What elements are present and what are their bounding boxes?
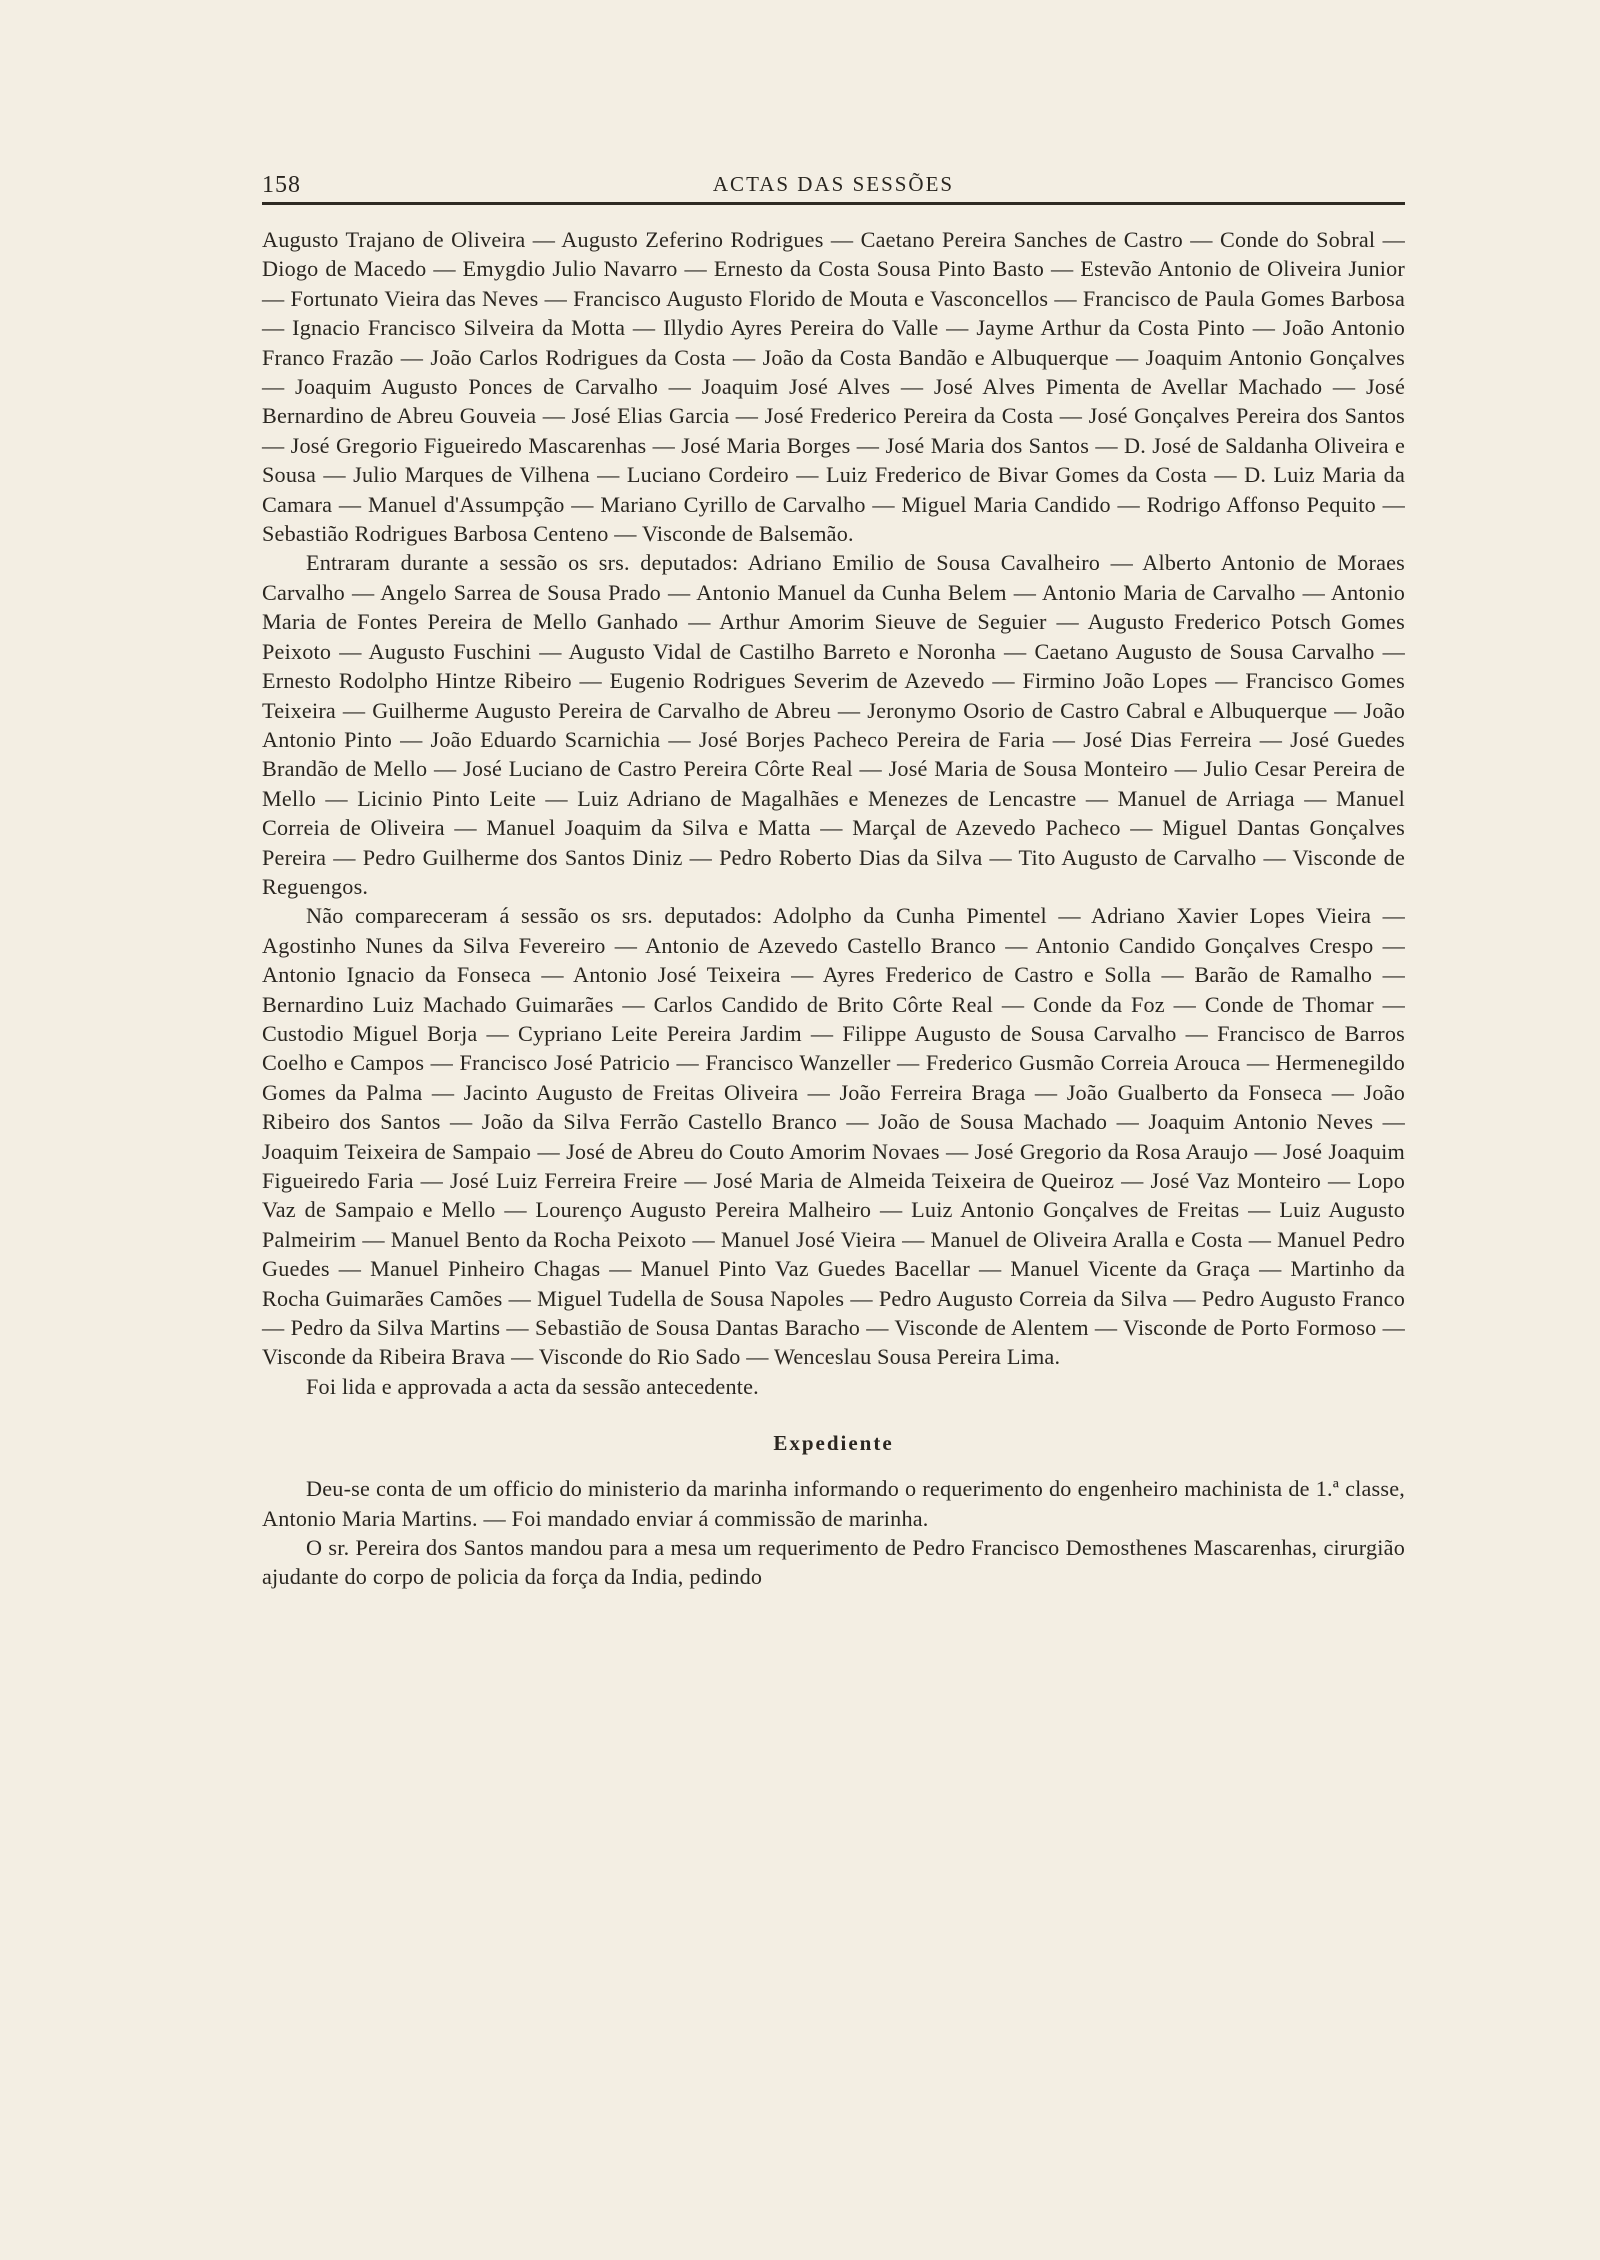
- paragraph-absent-deputies: Não compareceram á sessão os srs. deputados: Adolpho da Cunha Pimentel — Adriano Xavier Lopes Vieira — Agostinho Nunes da Silva Fevereiro — Antonio de Azevedo Castello Branco — Antonio Candido Gonçalves Crespo — Antonio Ignacio da Fonseca — Antonio José Teixeira — Ayres Frederico de Castro e Solla — Barão de Ramalho — Bernardino Luiz Machado Guimarães — Carlos Candido de Brito Côrte Real — Conde da Foz — Conde de Thomar — Custodio Miguel Borja — Cypriano Leite Pereira Jardim — Filippe Augusto de Sousa Carvalho — Francisco de Barros Coelho e Campos — Francisco José Patricio — Francisco Wanzeller — Frederico Gusmão Correia Arouca — Hermenegildo Gomes da Palma — Jacinto Augusto de Freitas Oliveira — João Ferreira Braga — João Gualberto da Fonseca — João Ribeiro dos Santos — João da Silva Ferrão Castello Branco — João de Sousa Machado — Joaquim Antonio Neves — Joaquim Teixeira de Sampaio — José de Abreu do Couto Amorim Novaes — José Gregorio da Rosa Araujo — José Joaquim Figueiredo Faria — José Luiz Ferreira Freire — José Maria de Almeida Teixeira de Queiroz — José Vaz Monteiro — Lopo Vaz de Sampaio e Mello — Lourenço Augusto Pereira Malheiro — Luiz Antonio Gonçalves de Freitas — Luiz Augusto Palmeirim — Manuel Bento da Rocha Peixoto — Manuel José Vieira — Manuel de Oliveira Aralla e Costa — Manuel Pedro Guedes — Manuel Pinheiro Chagas — Manuel Pinto Vaz Guedes Bacellar — Manuel Vicente da Graça — Martinho da Rocha Guimarães Camões — Miguel Tudella de Sousa Napoles — Pedro Augusto Correia da Silva — Pedro Augusto Franco — Pedro da Silva Martins — Sebastião de Sousa Dantas Baracho — Visconde de Alentem — Visconde de Porto Formoso — Visconde da Ribeira Brava — Visconde do Rio Sado — Wenceslau Sousa Pereira Lima.: [262, 903, 1405, 1370]
- body-text: [262, 225, 1405, 1592]
- page-header: [262, 172, 1405, 205]
- document-page: [262, 172, 1405, 1592]
- paragraph-expediente-requerimento: O sr. Pereira dos Santos mandou para a mesa um requerimento de Pedro Francisco Demosthenes Mascarenhas, cirurgião ajudante do corpo de policia da força da India, pedindo: [262, 1535, 1405, 1590]
- paragraph-expediente-officio: Deu-se conta de um officio do ministerio da marinha informando o requerimento do engenheiro machinista de 1.ª classe, Antonio Maria Martins. — Foi mandado enviar á commissão de marinha.: [262, 1476, 1405, 1531]
- section-heading-expediente: Expediente: [773, 1431, 894, 1456]
- running-title: ACTAS DAS SESSÕES: [712, 172, 955, 196]
- paragraph-entered-deputies: Entraram durante a sessão os srs. deputados: Adriano Emilio de Sousa Cavalheiro — Alberto Antonio de Moraes Carvalho — Angelo Sarrea de Sousa Prado — Antonio Manuel da Cunha Belem — Antonio Maria de Carvalho — Antonio Maria de Fontes Pereira de Mello Ganhado — Arthur Amorim Sieuve de Seguier — Augusto Frederico Potsch Gomes Peixoto — Augusto Fuschini — Augusto Vidal de Castilho Barreto e Noronha — Caetano Augusto de Sousa Carvalho — Ernesto Rodolpho Hintze Ribeiro — Eugenio Rodrigues Severim de Azevedo — Firmino João Lopes — Francisco Gomes Teixeira — Guilherme Augusto Pereira de Carvalho de Abreu — Jeronymo Osorio de Castro Cabral e Albuquerque — João Antonio Pinto — João Eduardo Scarnichia — José Borjes Pacheco Pereira de Faria — José Dias Ferreira — José Guedes Brandão de Mello — José Luciano de Castro Pereira Côrte Real — José Maria de Sousa Monteiro — Julio Cesar Pereira de Mello — Licinio Pinto Leite — Luiz Adriano de Magalhães e Menezes de Lencastre — Manuel de Arriaga — Manuel Correia de Oliveira — Manuel Joaquim da Silva e Matta — Marçal de Azevedo Pacheco — Miguel Dantas Gonçalves Pereira — Pedro Guilherme dos Santos Diniz — Pedro Roberto Dias da Silva — Tito Augusto de Carvalho — Visconde de Reguengos.: [262, 550, 1405, 899]
- paragraph-present-deputies: Augusto Trajano de Oliveira — Augusto Zeferino Rodrigues — Caetano Pereira Sanches de Castro — Conde do Sobral — Diogo de Macedo — Emygdio Julio Navarro — Ernesto da Costa Sousa Pinto Basto — Estevão Antonio de Oliveira Junior — Fortunato Vieira das Neves — Francisco Augusto Florido de Mouta e Vasconcellos — Francisco de Paula Gomes Barbosa — Ignacio Francisco Silveira da Motta — Illydio Ayres Pereira do Valle — Jayme Arthur da Costa Pinto — João Antonio Franco Frazão — João Carlos Rodrigues da Costa — João da Costa Bandão e Albuquerque — Joaquim Antonio Gonçalves — Joaquim Augusto Ponces de Carvalho — Joaquim José Alves — José Alves Pimenta de Avellar Machado — José Bernardino de Abreu Gouveia — José Elias Garcia — José Frederico Pereira da Costa — José Gonçalves Pereira dos Santos — José Gregorio Figueiredo Mascarenhas — José Maria Borges — José Maria dos Santos — D. José de Saldanha Oliveira e Sousa — Julio Marques de Vilhena — Luciano Cordeiro — Luiz Frederico de Bivar Gomes da Costa — D. Luiz Maria da Camara — Manuel d'Assumpção — Mariano Cyrillo de Carvalho — Miguel Maria Candido — Rodrigo Affonso Pequito — Sebastião Rodrigues Barbosa Centeno — Visconde de Balsemão.: [262, 227, 1405, 547]
- paragraph-minutes-approved: Foi lida e approvada a acta da sessão antecedente.: [306, 1373, 759, 1399]
- page-number: 158: [262, 172, 301, 198]
